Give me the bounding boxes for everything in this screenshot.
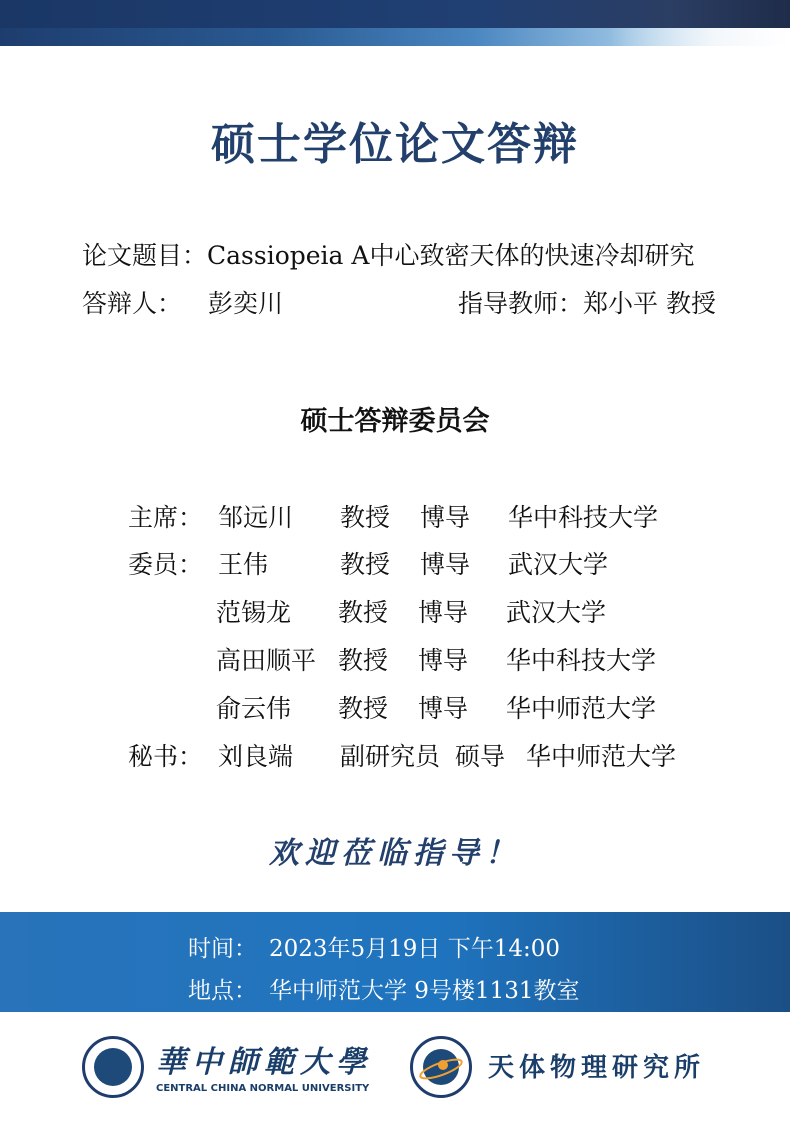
defender-line: [82, 284, 283, 320]
member-role: 秘书：: [128, 742, 204, 771]
defender-name: 彭奕川: [208, 289, 284, 318]
member-affiliation: 武汉大学: [506, 598, 607, 627]
member-title: 教授: [338, 646, 389, 675]
member-role: 委员：: [128, 550, 204, 579]
page-title: 硕士学位论文答辩: [211, 119, 579, 170]
header-banner-dark-stripe: [0, 0, 790, 28]
member-affiliation: 华中科技大学: [508, 503, 659, 532]
member-name: 刘良端: [218, 742, 294, 771]
member-title: 副研究员: [340, 742, 441, 771]
member-degree: 博导: [420, 503, 471, 532]
member-degree: 博导: [418, 598, 469, 627]
member-title: 教授: [338, 694, 389, 723]
institute-logo-emblem: [413, 1039, 469, 1095]
header-banner: [0, 0, 790, 46]
schedule-banner: [0, 912, 790, 1012]
member-name: 高田顺平: [216, 646, 317, 675]
university-english-name: CENTRAL CHINA NORMAL UNIVERSITY: [156, 1083, 370, 1094]
welcome-message: 欢迎莅临指导！: [269, 836, 521, 871]
member-degree: 硕导: [455, 742, 506, 771]
member-name: 王伟: [218, 550, 269, 579]
member-role: 主席：: [128, 503, 204, 532]
thesis-title-line: [82, 236, 694, 272]
university-name: 華中師範大學: [156, 1045, 372, 1080]
time-value: 2023年5月19日 下午14:00: [269, 936, 561, 962]
place-line: [188, 972, 579, 1005]
committee-title: 硕士答辩委员会: [300, 406, 490, 437]
advisor-line: [458, 284, 716, 320]
member-degree: 博导: [418, 694, 469, 723]
member-affiliation: 华中科技大学: [506, 646, 657, 675]
member-affiliation: 华中师范大学: [526, 742, 677, 771]
member-name: 邹远川: [218, 503, 294, 532]
member-title: 教授: [340, 550, 391, 579]
member-name: 范锡龙: [216, 598, 292, 627]
place-label: 地点：: [188, 978, 257, 1004]
member-affiliation: 华中师范大学: [506, 694, 657, 723]
place-value: 华中师范大学 9号楼1131教室: [269, 978, 580, 1004]
advisor-label: 指导教师：: [458, 289, 584, 318]
member-name: 俞云伟: [216, 694, 292, 723]
university-seal-icon: [82, 1036, 144, 1098]
member-degree: 博导: [418, 646, 469, 675]
time-line: [188, 930, 560, 963]
thesis-value: Cassiopeia A中心致密天体的快速冷却研究: [207, 241, 695, 270]
university-seal-emblem: [94, 1048, 132, 1086]
institute-name: 天体物理研究所: [488, 1053, 706, 1083]
member-title: 教授: [338, 598, 389, 627]
institute-logo-icon: [410, 1036, 472, 1098]
header-banner-light-fade: [610, 28, 790, 46]
advisor-name: 郑小平 教授: [583, 289, 716, 318]
thesis-label: 论文题目：: [82, 241, 208, 270]
member-degree: 博导: [420, 550, 471, 579]
member-title: 教授: [340, 503, 391, 532]
member-affiliation: 武汉大学: [508, 550, 609, 579]
defender-label: 答辩人：: [82, 289, 183, 318]
time-label: 时间：: [188, 936, 257, 962]
